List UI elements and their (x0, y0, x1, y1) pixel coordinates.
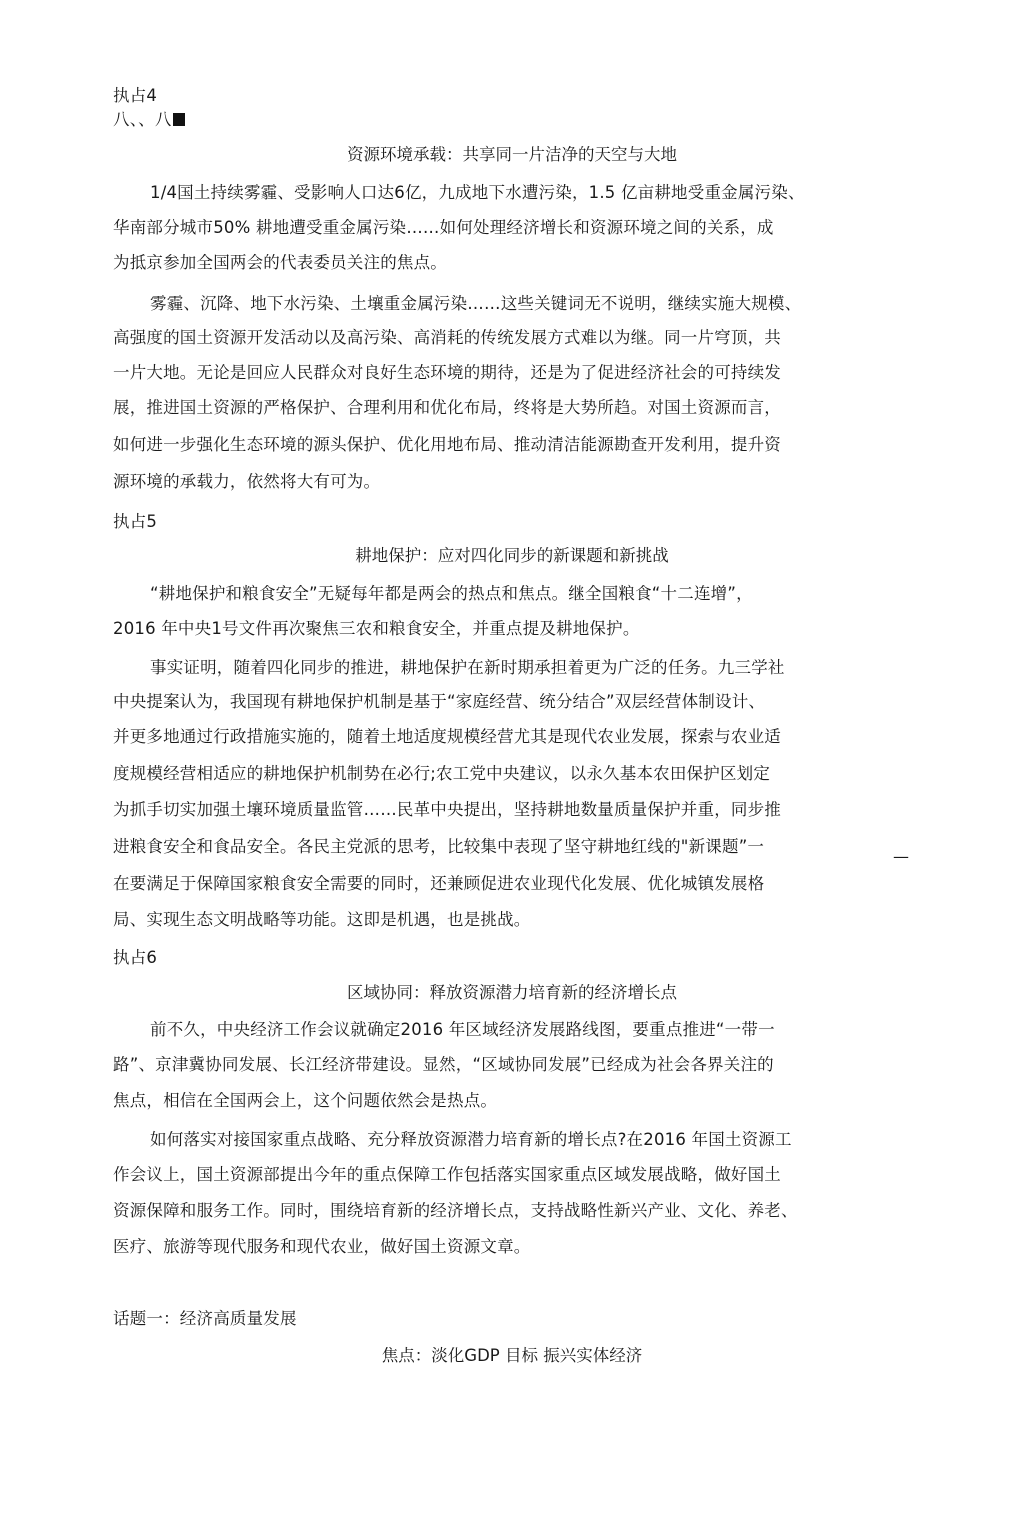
section-label-5: 执占5 (113, 512, 158, 531)
topic-focus: 焦点：淡化GDP 目标 振兴实体经济 (381, 1346, 643, 1365)
text-line: 1/4国土持续雾霾、受影响人口达6亿，九成地下水遭污染，1.5 亿亩耕地受重金属污染、 (150, 183, 805, 202)
text-line: 如何落实对接国家重点战略、充分释放资源潜力培育新的增长点?在2016 年国土资源工 (150, 1130, 792, 1149)
text-line: 前不久，中央经济工作会议就确定2016 年区域经济发展路线图，要重点推进“一带一 (150, 1020, 775, 1039)
text-line: 一片大地。无论是回应人民群众对良好生态环境的期待，还是为了促进经济社会的可持续发 (113, 363, 781, 382)
black-square-glyph (173, 113, 185, 126)
text-line: “耕地保护和粮食安全”无疑每年都是两会的热点和焦点。继全国粮食“十二连增”， (150, 584, 753, 603)
text-line: 路”、京津冀协同发展、长江经济带建设。显然，“区域协同发展”已经成为社会各界关注的 (113, 1055, 774, 1074)
text-line: 2016 年中央1号文件再次聚焦三农和粮食安全，并重点提及耕地保护。 (113, 619, 640, 638)
text-line: 中央提案认为，我国现有耕地保护机制是基于“家庭经营、统分结合”双层经营体制设计、 (113, 692, 766, 711)
text-line: 事实证明，随着四化同步的推进，耕地保护在新时期承担着更为广泛的任务。九三学社 (150, 658, 785, 677)
text-line: 为抓手切实加强土壤环境质量监管……民革中央提出，坚持耕地数量质量保护并重，同步推 (113, 800, 781, 819)
section-title-5: 耕地保护：应对四化同步的新课题和新挑战 (355, 546, 669, 565)
text-line: 展，推进国土资源的严格保护、合理利用和优化布局，终将是大势所趋。对国土资源而言， (113, 398, 781, 417)
text-line: 源环境的承载力，依然将大有可为。 (113, 472, 381, 491)
text-line: 雾霾、沉降、地下水污染、土壤重金属污染……这些关键词无不说明，继续实施大规模、 (150, 294, 802, 313)
text-line: 医疗、旅游等现代服务和现代农业，做好国土资源文章。 (113, 1237, 531, 1256)
text-line: 高强度的国土资源开发活动以及高污染、高消耗的传统发展方式难以为继。同一片穹顶，共 (113, 328, 781, 347)
text-line: 如何进一步强化生态环境的源头保护、优化用地布局、推动清洁能源勘查开发利用，提升资 (113, 435, 781, 454)
section-label-6: 执占6 (113, 948, 158, 967)
text-line: 焦点，相信在全国两会上，这个问题依然会是热点。 (113, 1091, 498, 1110)
margin-dash: — (893, 847, 909, 866)
text-line: 度规模经营相适应的耕地保护机制势在必行;农工党中央建议，以永久基本农田保护区划定 (113, 764, 771, 783)
text-line: 为抵京参加全国两会的代表委员关注的焦点。 (113, 253, 447, 272)
topic-heading: 话题一：经济高质量发展 (113, 1309, 297, 1328)
text-line: 华南部分城市50% 耕地遭受重金属污染……如何处理经济增长和资源环境之间的关系，成 (113, 218, 774, 237)
section-title-6: 区域协同：释放资源潜力培育新的经济增长点 (347, 983, 677, 1002)
text-line: 在要满足于保障国家粮食安全需要的同时，还兼顾促进农业现代化发展、优化城镇发展格 (113, 874, 765, 893)
text-line: 作会议上，国土资源部提出今年的重点保障工作包括落实国家重点区域发展战略，做好国土 (113, 1165, 781, 1184)
stray-text: 八、、八 (113, 108, 185, 132)
text-line: 并更多地通过行政措施实施的，随着土地适度规模经营尤其是现代农业发展，探索与农业适 (113, 727, 781, 746)
text-line: 资源保障和服务工作。同时，围绕培育新的经济增长点，支持战略性新兴产业、文化、养老、 (113, 1201, 798, 1220)
section-label-4: 执占4 (113, 86, 158, 105)
text-line: 局、实现生态文明战略等功能。这即是机遇，也是挑战。 (113, 910, 531, 929)
section-title-4: 资源环境承载：共享同一片洁净的天空与大地 (347, 145, 677, 164)
text-line: 进粮食安全和食品安全。各民主党派的思考，比较集中表现了坚守耕地红线的"新课题”一 (113, 837, 765, 856)
